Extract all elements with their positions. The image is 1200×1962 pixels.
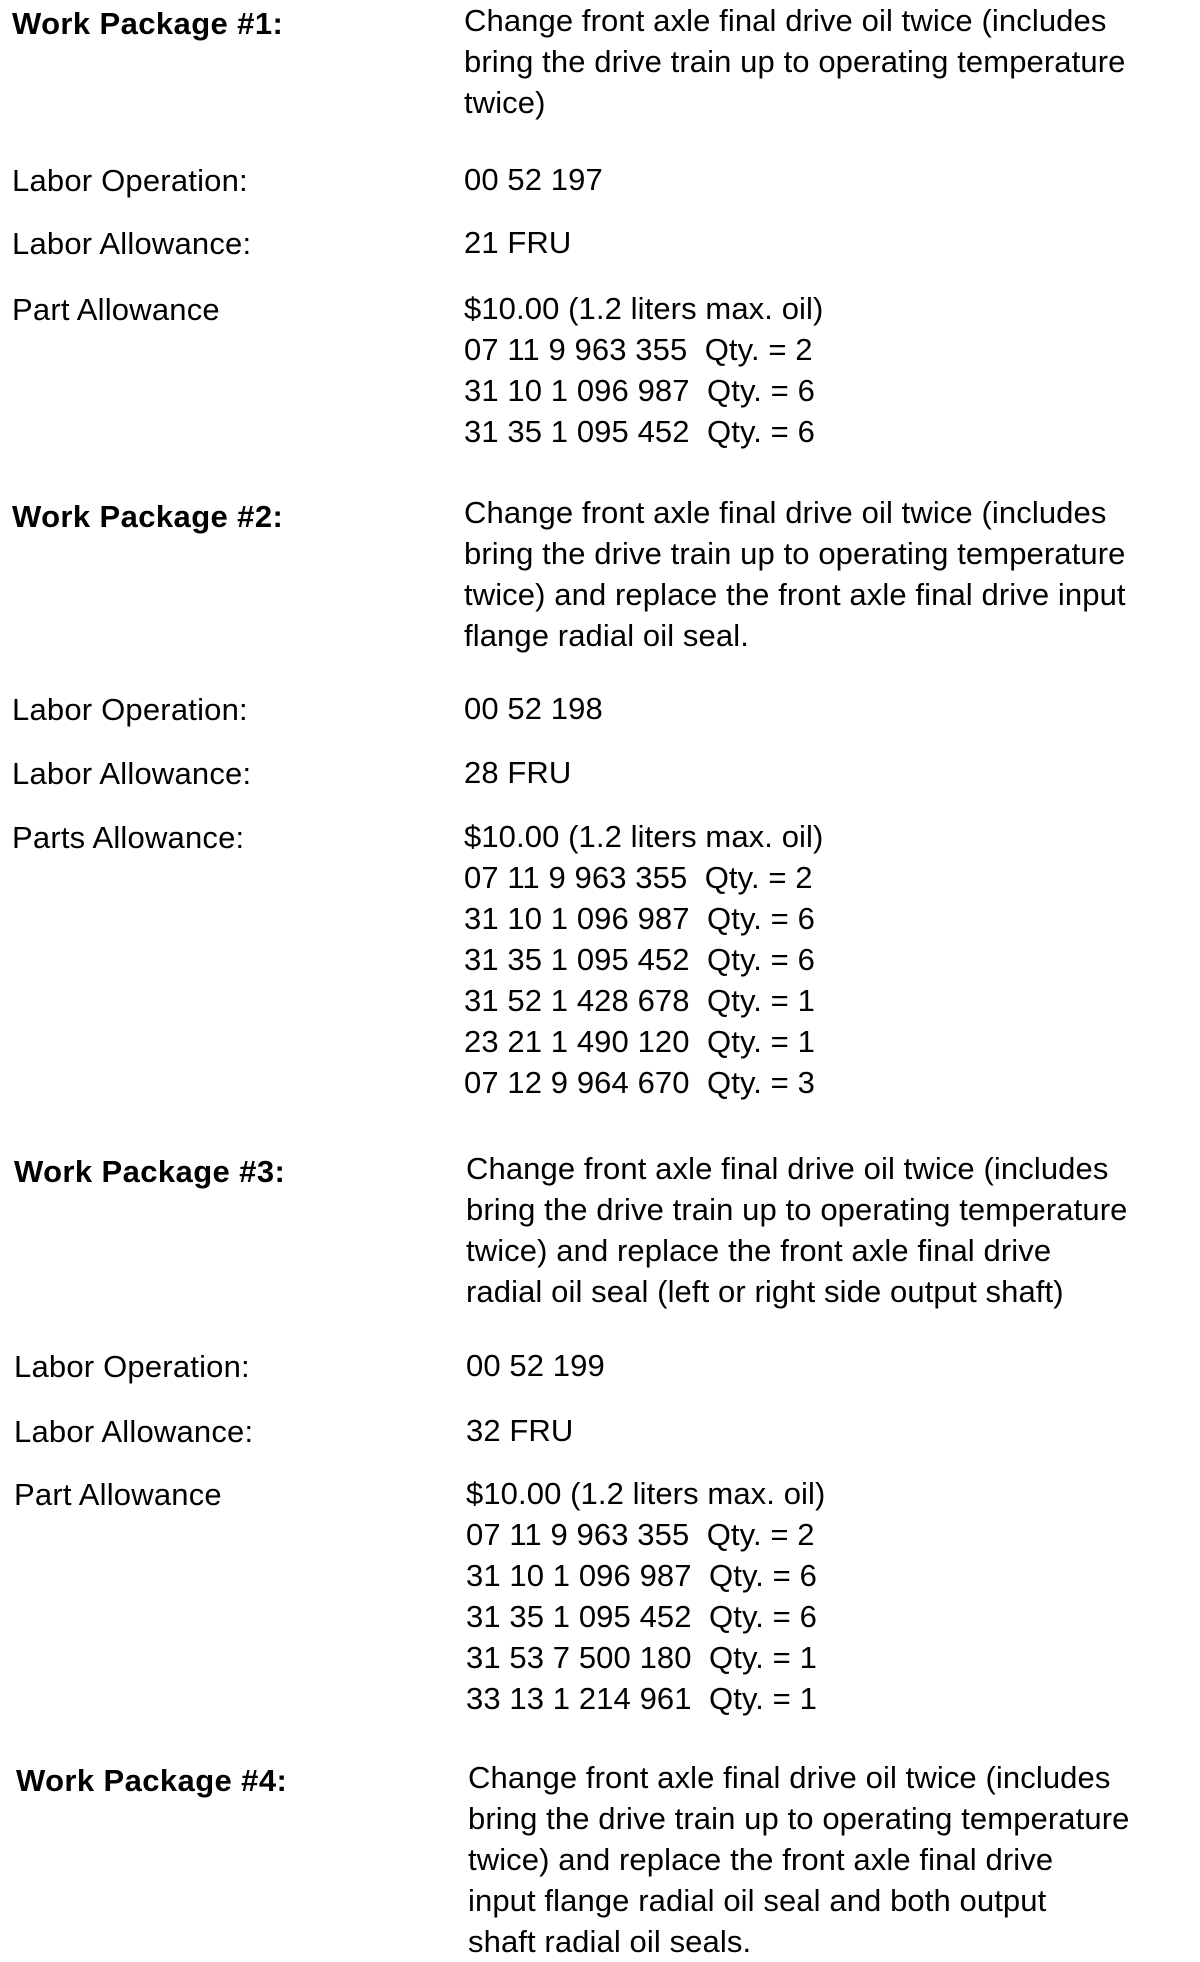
- part-line: 31 53 7 500 180 Qty. = 1: [466, 1640, 817, 1675]
- part-line: 31 10 1 096 987 Qty. = 6: [464, 901, 815, 936]
- work-package-description: [464, 492, 1184, 656]
- parts-cost: $10.00 (1.2 liters max. oil): [464, 819, 824, 854]
- description-line: flange radial oil seal.: [464, 618, 749, 653]
- work-package-title: Work Package #4:: [16, 1763, 288, 1798]
- parts-allowance-list: [466, 1473, 1186, 1719]
- description-line: bring the drive train up to operating temperature: [468, 1801, 1130, 1836]
- description-line: twice) and replace the front axle final drive input: [464, 577, 1126, 612]
- description-line: Change front axle final drive oil twice (includes: [464, 3, 1107, 38]
- part-line: 07 11 9 963 355 Qty. = 2: [464, 860, 813, 895]
- part-line: 31 10 1 096 987 Qty. = 6: [464, 373, 815, 408]
- work-package-title: Work Package #3:: [14, 1154, 286, 1189]
- description-line: radial oil seal (left or right side output shaft): [466, 1274, 1064, 1309]
- work-package-description: [464, 0, 1184, 123]
- description-line: Change front axle final drive oil twice (includes: [466, 1151, 1109, 1186]
- description-line: twice): [464, 85, 546, 120]
- labor-allowance-value: 28 FRU: [464, 755, 572, 790]
- description-line: shaft radial oil seals.: [468, 1924, 752, 1959]
- description-line: Change front axle final drive oil twice (includes: [468, 1760, 1111, 1795]
- work-package-title: Work Package #2:: [12, 499, 284, 534]
- labor-operation-value: 00 52 199: [466, 1348, 605, 1383]
- description-line: twice) and replace the front axle final drive: [466, 1233, 1052, 1268]
- part-line: 07 11 9 963 355 Qty. = 2: [464, 332, 813, 367]
- part-line: 31 52 1 428 678 Qty. = 1: [464, 983, 815, 1018]
- part-line: 31 10 1 096 987 Qty. = 6: [466, 1558, 817, 1593]
- description-line: twice) and replace the front axle final drive: [468, 1842, 1054, 1877]
- part-line: 31 35 1 095 452 Qty. = 6: [466, 1599, 817, 1634]
- labor-operation-value: 00 52 198: [464, 691, 603, 726]
- labor-allowance-label: Labor Allowance:: [12, 226, 252, 261]
- part-line: 07 12 9 964 670 Qty. = 3: [464, 1065, 815, 1100]
- description-line: bring the drive train up to operating temperature: [466, 1192, 1128, 1227]
- parts-cost: $10.00 (1.2 liters max. oil): [464, 291, 824, 326]
- labor-allowance-value: 21 FRU: [464, 225, 572, 260]
- labor-allowance-label: Labor Allowance:: [12, 756, 252, 791]
- work-package-description: [466, 1148, 1186, 1312]
- parts-allowance-list: [464, 816, 1184, 1103]
- part-line: 31 35 1 095 452 Qty. = 6: [464, 942, 815, 977]
- labor-operation-value: 00 52 197: [464, 162, 603, 197]
- part-line: 07 11 9 963 355 Qty. = 2: [466, 1517, 815, 1552]
- work-package-description: [468, 1757, 1188, 1962]
- parts-allowance-label: Part Allowance: [14, 1477, 222, 1512]
- parts-cost: $10.00 (1.2 liters max. oil): [466, 1476, 826, 1511]
- description-line: input flange radial oil seal and both output: [468, 1883, 1047, 1918]
- part-line: 31 35 1 095 452 Qty. = 6: [464, 414, 815, 449]
- part-line: 33 13 1 214 961 Qty. = 1: [466, 1681, 817, 1716]
- description-line: Change front axle final drive oil twice (includes: [464, 495, 1107, 530]
- labor-operation-label: Labor Operation:: [14, 1349, 250, 1384]
- work-package-title: Work Package #1:: [12, 6, 284, 41]
- description-line: bring the drive train up to operating temperature: [464, 536, 1126, 571]
- labor-operation-label: Labor Operation:: [12, 692, 248, 727]
- parts-allowance-label: Parts Allowance:: [12, 820, 245, 855]
- labor-operation-label: Labor Operation:: [12, 163, 248, 198]
- labor-allowance-label: Labor Allowance:: [14, 1414, 254, 1449]
- description-line: bring the drive train up to operating temperature: [464, 44, 1126, 79]
- labor-allowance-value: 32 FRU: [466, 1413, 574, 1448]
- parts-allowance-list: [464, 288, 1184, 452]
- part-line: 23 21 1 490 120 Qty. = 1: [464, 1024, 815, 1059]
- parts-allowance-label: Part Allowance: [12, 292, 220, 327]
